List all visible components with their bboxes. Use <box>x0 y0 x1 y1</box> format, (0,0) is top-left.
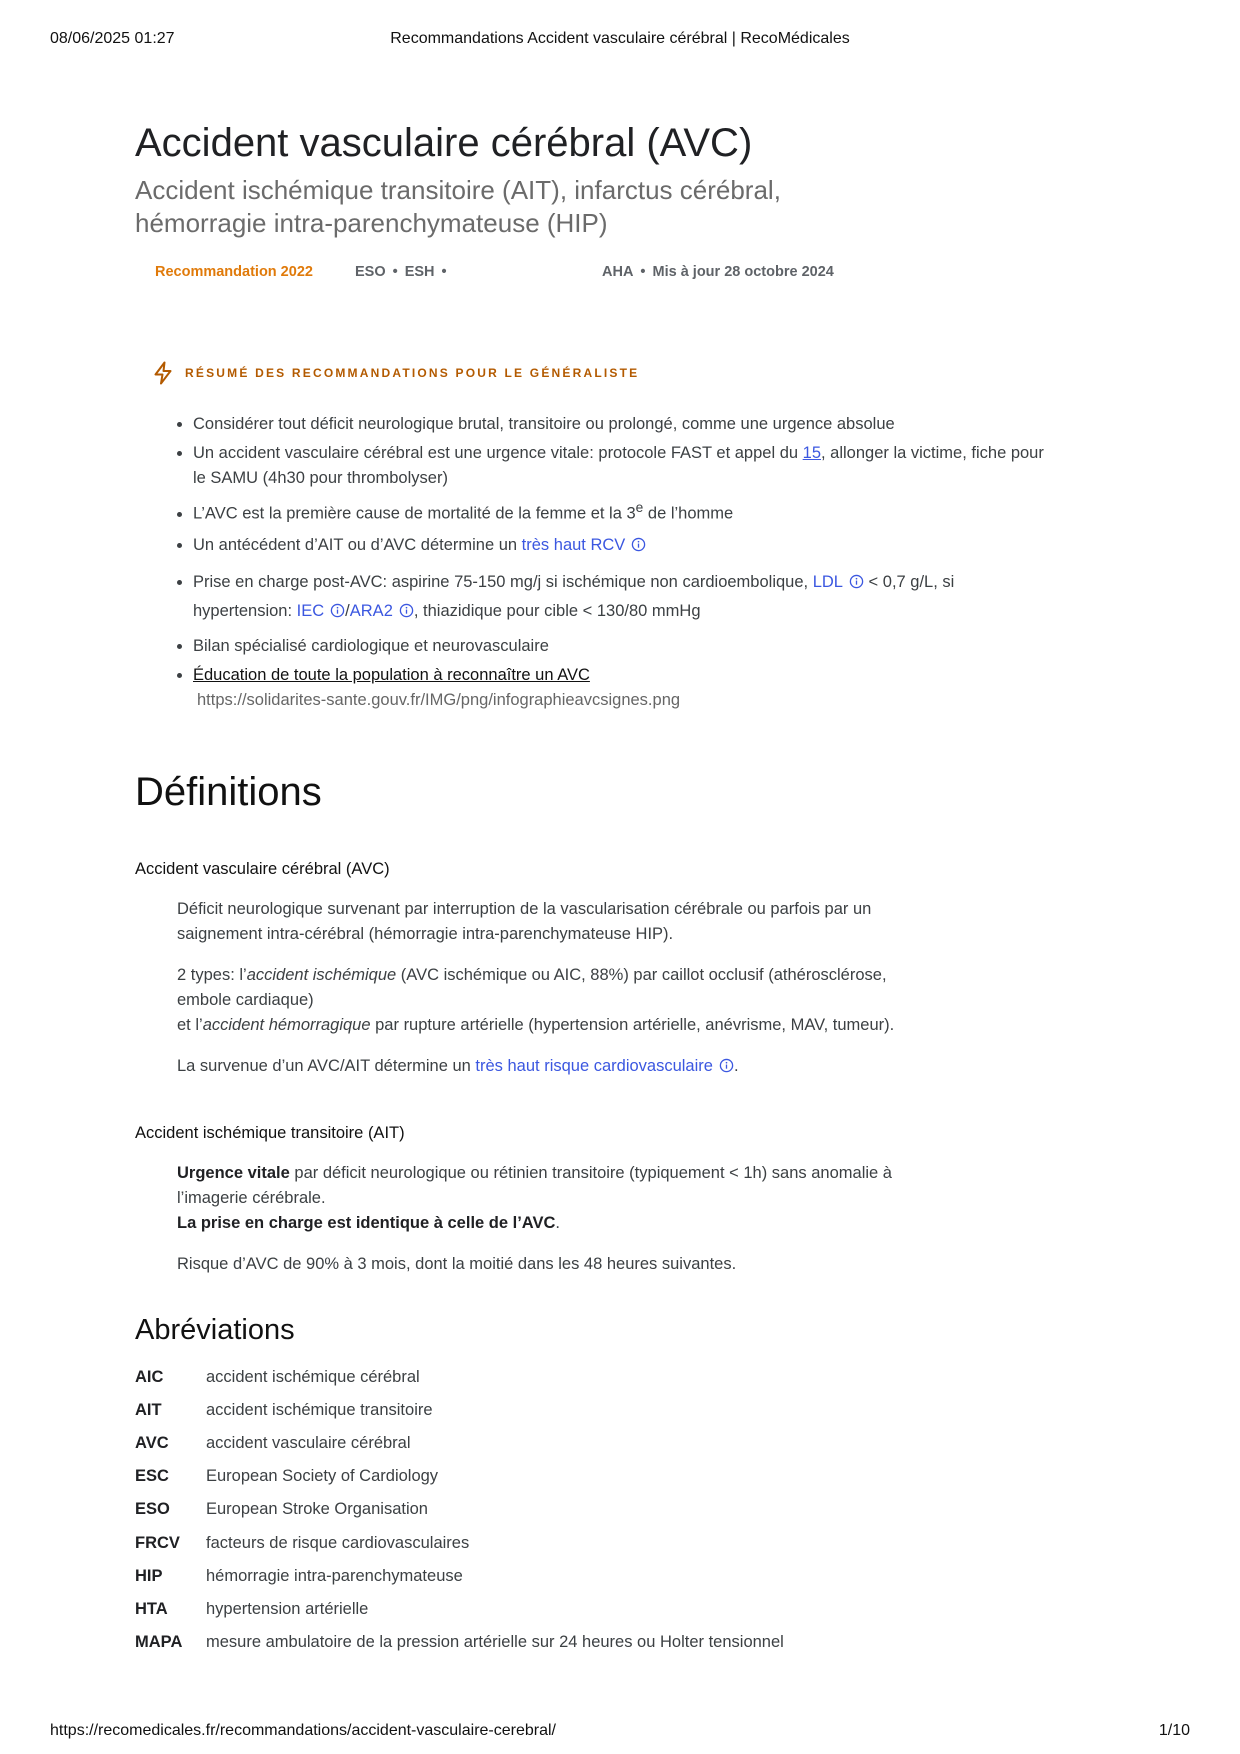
infographic-url: https://solidarites-sante.gouv.fr/IMG/png/infographieavcsignes.png <box>197 690 681 709</box>
print-url: https://recomedicales.fr/recommandations/accident-vasculaire-cerebral/ <box>50 1722 556 1739</box>
summary-header <box>135 360 935 386</box>
very-high-cv-risk-link[interactable]: très haut RCV <box>521 535 626 554</box>
ara2-link[interactable]: ARA2 <box>349 601 393 620</box>
summary-title: RÉSUMÉ DES RECOMMANDATIONS POUR LE GÉNÉRALISTE <box>185 366 640 380</box>
abbr-meaning: European Stroke Organisation <box>206 1500 428 1519</box>
definition-paragraph <box>177 1054 937 1079</box>
abbr-term: HIP <box>135 1566 163 1585</box>
strong-text: La prise en charge est identique à celle de l’AVC <box>177 1213 556 1232</box>
org-esh: ESH <box>404 264 435 280</box>
stroke-education-link[interactable]: Éducation de toute la population à reconnaître un AVC <box>193 665 590 684</box>
page-subtitle: Accident ischémique transitoire (AIT), infarctus cérébral, hémorragie intra-parenchymateuse (HIP) <box>135 175 781 238</box>
abbr-meaning: European Society of Cardiology <box>206 1467 439 1486</box>
abbreviations-table <box>135 1361 784 1660</box>
list-item <box>193 495 1053 527</box>
gp-summary <box>135 360 1044 713</box>
page-title: Accident vasculaire cérébral (AVC) <box>135 121 753 165</box>
table-row <box>135 1593 784 1626</box>
abbreviations-heading: Abréviations <box>135 1313 295 1346</box>
definition-term-ait: Accident ischémique transitoire (AIT) <box>135 1123 405 1142</box>
lightning-bolt-icon <box>153 361 173 385</box>
list-item-text: Bilan spécialisé cardiologique et neurovasculaire <box>193 636 549 655</box>
list-item-text: L’AVC est la première cause de mortalité de la femme et la 3 <box>193 504 636 523</box>
abbr-term: ESO <box>135 1500 170 1519</box>
definition-term-avc: Accident vasculaire cérébral (AVC) <box>135 859 390 878</box>
text: et l’ <box>177 1015 203 1034</box>
print-page-title: Recommandations Accident vasculaire cérébral | RecoMédicales <box>390 30 850 47</box>
text: . <box>733 1056 739 1075</box>
print-footer <box>50 1722 1190 1744</box>
updated-date: Mis à jour 28 octobre 2024 <box>652 264 834 280</box>
table-row <box>135 1493 784 1526</box>
table-row <box>135 1460 784 1493</box>
info-icon[interactable] <box>330 603 345 618</box>
org-aha: AHA <box>602 264 634 280</box>
table-row <box>135 1526 784 1559</box>
emphasis: accident ischémique <box>246 965 397 984</box>
list-item <box>193 634 1053 659</box>
list-item-text: Un accident vasculaire cérébral est une urgence vitale: protocole FAST et appel du <box>193 444 803 462</box>
info-icon[interactable] <box>399 603 414 618</box>
definition-paragraph: Risque d’AVC de 90% à 3 mois, dont la moitié dans les 48 heures suivantes. <box>177 1254 737 1273</box>
definitions-heading: Définitions <box>135 769 322 814</box>
definition-ait <box>135 1161 937 1277</box>
meta-separator: • <box>640 264 646 280</box>
definition-paragraph <box>177 1161 937 1236</box>
article <box>135 114 1044 1659</box>
abbr-meaning: mesure ambulatoire de la pression artérielle sur 24 heures ou Holter tensionnel <box>206 1633 784 1652</box>
recommendation-list <box>135 412 1053 713</box>
abbr-meaning: hypertension artérielle <box>206 1599 369 1618</box>
slash: / <box>345 601 350 620</box>
list-item <box>193 412 1053 437</box>
abbr-term: FRCV <box>135 1533 180 1552</box>
article-meta <box>135 264 935 288</box>
text: . <box>555 1213 560 1232</box>
info-icon[interactable] <box>631 537 646 552</box>
abbr-meaning: accident ischémique cérébral <box>206 1367 420 1386</box>
print-datetime: 08/06/2025 01:27 <box>50 30 175 47</box>
superscript: e <box>635 500 644 515</box>
abbr-term: AIT <box>135 1400 162 1419</box>
list-item-text: Un antécédent d’AIT ou d’AVC détermine un <box>193 535 522 554</box>
list-item <box>193 441 1053 491</box>
very-high-cv-risk-link[interactable]: très haut risque cardiovasculaire <box>475 1056 713 1075</box>
info-icon[interactable] <box>719 1058 734 1073</box>
list-item-text: , thiazidique pour cible < 130/80 mmHg <box>413 601 701 620</box>
text: (AVC ischémique ou AIC, 88%) par caillot occlusif (athérosclérose, embole cardiaque) <box>177 965 887 1009</box>
abbr-term: ESC <box>135 1467 169 1486</box>
definition-paragraph: Déficit neurologique survenant par interruption de la vascularisation cérébrale ou parfois par un saignement intra-cérébral (hémorragie intra-parenchymateuse HIP). <box>177 899 872 943</box>
list-item <box>193 568 1053 626</box>
text: par déficit neurologique ou rétinien transitoire (typiquement < 1h) sans anomalie à l’imagerie cérébrale. <box>177 1163 892 1207</box>
text: La survenue d’un AVC/AIT détermine un <box>177 1056 476 1075</box>
abbr-term: MAPA <box>135 1633 183 1652</box>
meta-separator: • <box>441 264 447 280</box>
abbr-meaning: accident vasculaire cérébral <box>206 1433 411 1452</box>
list-item-text: de l’homme <box>643 504 734 523</box>
emphasis: accident hémorragique <box>202 1015 371 1034</box>
org-eso: ESO <box>355 264 386 280</box>
text: par rupture artérielle (hypertension artérielle, anévrisme, MAV, tumeur). <box>370 1015 895 1034</box>
table-row <box>135 1560 784 1593</box>
list-item-text: Considérer tout déficit neurologique brutal, transitoire ou prolongé, comme une urgence absolue <box>193 415 895 433</box>
list-item <box>193 663 1053 713</box>
ldl-link[interactable]: LDL <box>812 572 843 591</box>
abbr-term: AVC <box>135 1433 169 1452</box>
page-number: 1/10 <box>1158 1722 1190 1739</box>
list-item <box>193 531 1053 560</box>
iec-link[interactable]: IEC <box>296 601 325 620</box>
update-info <box>602 264 834 280</box>
emergency-number-link[interactable]: 15 <box>802 444 821 462</box>
meta-separator: • <box>392 264 398 280</box>
table-row <box>135 1361 784 1394</box>
abbr-term: AIC <box>135 1367 164 1386</box>
abbr-meaning: facteurs de risque cardiovasculaires <box>206 1533 470 1552</box>
abbr-meaning: accident ischémique transitoire <box>206 1400 433 1419</box>
definition-paragraph <box>177 963 937 1038</box>
source-organisations <box>355 264 454 280</box>
table-row <box>135 1394 784 1427</box>
list-item-text: Prise en charge post-AVC: aspirine 75-150 mg/j si ischémique non cardioembolique, <box>193 572 813 591</box>
info-icon[interactable] <box>849 574 864 589</box>
abbr-meaning: hémorragie intra-parenchymateuse <box>206 1566 463 1585</box>
strong-text: Urgence vitale <box>177 1163 290 1182</box>
print-header <box>50 30 1190 52</box>
table-row <box>135 1626 784 1659</box>
text: 2 types: l’ <box>177 965 247 984</box>
recommendation-badge: Recommandation 2022 <box>155 264 313 280</box>
abbr-term: HTA <box>135 1599 168 1618</box>
definition-avc <box>135 897 937 1079</box>
list-item-text: , allonger la victime, fiche pour le SAMU (4h30 pour thrombolyser) <box>193 444 1044 487</box>
table-row <box>135 1427 784 1460</box>
list-item-text: < 0,7 g/L, si hypertension: <box>193 572 955 620</box>
